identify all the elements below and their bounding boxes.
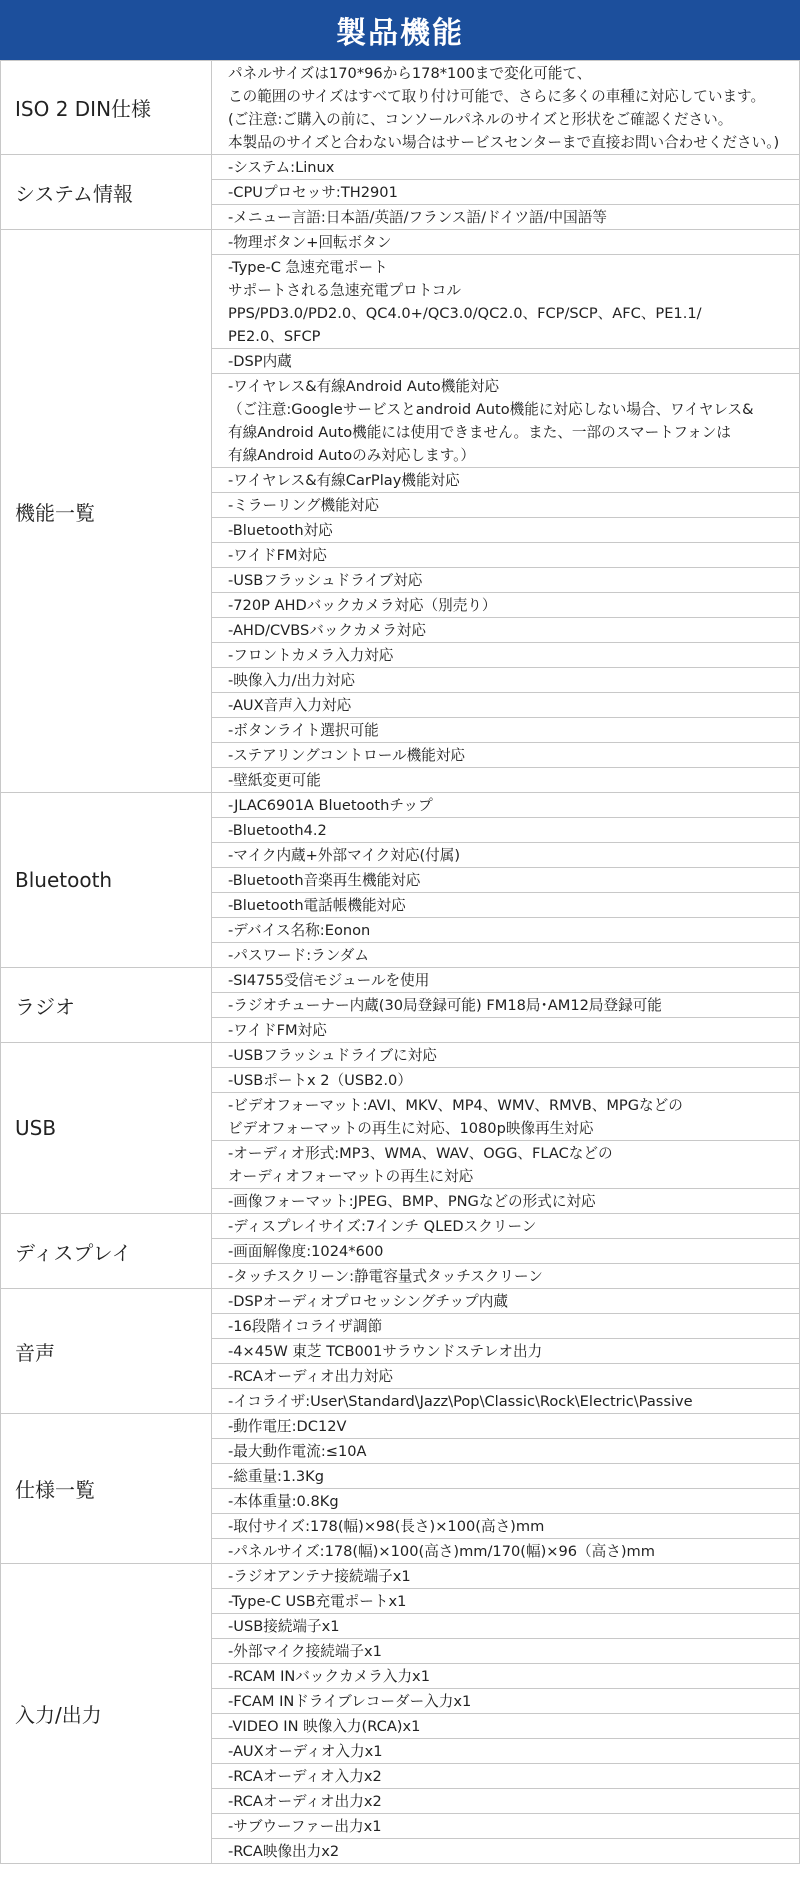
spec-category: USB	[1, 1043, 212, 1214]
spec-item	[212, 205, 799, 229]
spec-item-line: -ワイヤレス&有線Android Auto機能対応	[228, 378, 500, 395]
spec-item-line: -RCAオーディオ入力x2	[228, 1768, 382, 1785]
spec-item-line: -デバイス名称:Eonon	[228, 922, 371, 939]
spec-item-line: この範囲のサイズはすべて取り付け可能で、さらに多くの車種に対応しています。	[228, 88, 766, 105]
spec-item	[212, 1264, 799, 1288]
spec-items	[212, 968, 800, 1043]
spec-item	[212, 1189, 799, 1213]
spec-item	[212, 468, 799, 493]
page-title: 製品機能	[0, 0, 800, 60]
spec-item-line: -サブウーファー出力x1	[228, 1818, 382, 1835]
spec-item	[212, 1289, 799, 1314]
spec-category: Bluetooth	[1, 793, 212, 968]
spec-item-line: パネルサイズは170*96から178*100まで変化可能て、	[228, 65, 592, 82]
spec-item-line: -CPUプロセッサ:TH2901	[228, 184, 398, 201]
spec-item	[212, 1614, 799, 1639]
spec-item	[212, 568, 799, 593]
spec-item	[212, 1839, 799, 1863]
spec-item-line: (ご注意:ご購入の前に、コンソールパネルのサイズと形状をご確認ください。	[228, 111, 733, 128]
spec-item	[212, 1364, 799, 1389]
spec-item-line: -物理ボタン+回転ボタン	[228, 234, 392, 251]
spec-item	[212, 1489, 799, 1514]
spec-item	[212, 818, 799, 843]
spec-item	[212, 668, 799, 693]
spec-category: ディスプレイ	[1, 1214, 212, 1289]
spec-item	[212, 918, 799, 943]
spec-item-line: 本製品のサイズと合わない場合はサービスセンターまで直接お問い合わせください。)	[228, 134, 780, 151]
spec-item	[212, 1314, 799, 1339]
spec-item-line: -壁紙変更可能	[228, 772, 321, 789]
spec-item-line: -メニュー言語:日本語/英語/フランス語/ドイツ語/中国語等	[228, 209, 607, 226]
spec-item	[212, 693, 799, 718]
spec-item-line: -タッチスクリーン:静電容量式タッチスクリーン	[228, 1268, 543, 1285]
spec-item	[212, 1539, 799, 1563]
spec-item-line: -16段階イコライザ調節	[228, 1318, 383, 1335]
spec-item	[212, 1714, 799, 1739]
spec-item	[212, 349, 799, 374]
spec-item-line: -ディスプレイサイズ:7インチ QLEDスクリーン	[228, 1218, 537, 1235]
spec-item-line: -Type-C 急速充電ポート	[228, 259, 388, 276]
spec-item	[212, 968, 799, 993]
spec-item	[212, 1093, 799, 1141]
spec-item	[212, 768, 799, 792]
spec-item-line: -画像フォーマット:JPEG、BMP、PNGなどの形式に対応	[228, 1193, 596, 1210]
spec-item-line: -720P AHDバックカメラ対応（別売り）	[228, 597, 497, 614]
spec-item-line: -RCAオーディオ出力x2	[228, 1793, 382, 1810]
spec-item	[212, 1239, 799, 1264]
spec-item-line: -本体重量:0.8Kg	[228, 1493, 339, 1510]
spec-items	[212, 1043, 800, 1214]
spec-item	[212, 1018, 799, 1042]
spec-item	[212, 893, 799, 918]
spec-item-line: -USBフラッシュドライブに対応	[228, 1047, 437, 1064]
spec-category: システム情報	[1, 155, 212, 230]
spec-item-line: -フロントカメラ入力対応	[228, 647, 394, 664]
spec-items	[212, 61, 800, 155]
spec-item-line: -動作電圧:DC12V	[228, 1418, 347, 1435]
spec-table	[0, 60, 800, 1864]
spec-item-line: -USB接続端子x1	[228, 1618, 340, 1635]
spec-row	[1, 1289, 800, 1414]
spec-item-line: -ワイドFM対応	[228, 547, 327, 564]
spec-item-line: -取付サイズ:178(幅)×98(長さ)×100(高さ)mm	[228, 1518, 545, 1535]
spec-row	[1, 230, 800, 793]
spec-row	[1, 793, 800, 968]
spec-item-line: -マイク内蔵+外部マイク対応(付属)	[228, 847, 461, 864]
spec-item	[212, 993, 799, 1018]
spec-item-line: -画面解像度:1024*600	[228, 1243, 384, 1260]
spec-item-line: -RCAオーディオ出力対応	[228, 1368, 394, 1385]
spec-item-line: -最大動作電流:≤10A	[228, 1443, 367, 1460]
spec-item-line: -Bluetooth音楽再生機能対応	[228, 872, 421, 889]
spec-item-line: -AUXオーディオ入力x1	[228, 1743, 383, 1760]
spec-item-line: -ミラーリング機能対応	[228, 497, 379, 514]
spec-items	[212, 1564, 800, 1864]
spec-item	[212, 374, 799, 468]
spec-item-line: -AUX音声入力対応	[228, 697, 352, 714]
spec-item-line: -FCAM INドライブレコーダー入力x1	[228, 1693, 472, 1710]
spec-item	[212, 1214, 799, 1239]
spec-item	[212, 1389, 799, 1413]
spec-item-line: -AHD/CVBSバックカメラ対応	[228, 622, 426, 639]
spec-items	[212, 1289, 800, 1414]
spec-item	[212, 1589, 799, 1614]
spec-row	[1, 968, 800, 1043]
spec-item-line: -ボタンライト選択可能	[228, 722, 379, 739]
spec-item	[212, 1739, 799, 1764]
spec-item-line: -DSPオーディオプロセッシングチップ内蔵	[228, 1293, 508, 1310]
spec-item	[212, 843, 799, 868]
spec-item	[212, 543, 799, 568]
spec-item	[212, 1814, 799, 1839]
spec-row	[1, 155, 800, 230]
spec-item	[212, 1639, 799, 1664]
spec-item	[212, 1514, 799, 1539]
spec-item-line: -オーディオ形式:MP3、WMA、WAV、OGG、FLACなどの	[228, 1145, 613, 1162]
spec-item	[212, 493, 799, 518]
spec-item-line: オーディオフォーマットの再生に対応	[228, 1168, 474, 1185]
spec-item-line: -映像入力/出力対応	[228, 672, 355, 689]
spec-item-line: 有線Android Autoのみ対応します。）	[228, 447, 476, 464]
spec-category: ラジオ	[1, 968, 212, 1043]
spec-row	[1, 1043, 800, 1214]
spec-item	[212, 718, 799, 743]
spec-item-line: -パネルサイズ:178(幅)×100(高さ)mm/170(幅)×96（高さ)mm	[228, 1543, 655, 1560]
spec-category: 入力/出力	[1, 1564, 212, 1864]
spec-item-line: サポートされる急速充電プロトコル	[228, 282, 461, 299]
spec-item	[212, 1464, 799, 1489]
spec-item-line: ビデオフォーマットの再生に対応、1080p映像再生対応	[228, 1120, 594, 1137]
spec-item	[212, 1789, 799, 1814]
spec-item	[212, 155, 799, 180]
spec-category: 機能一覧	[1, 230, 212, 793]
spec-item-line: -ラジオチューナー内蔵(30局登録可能) FM18局･AM12局登録可能	[228, 997, 662, 1014]
spec-category: 仕様一覧	[1, 1414, 212, 1564]
spec-item-line: -4×45W 東芝 TCB001サラウンドステレオ出力	[228, 1343, 543, 1360]
spec-item	[212, 1414, 799, 1439]
spec-item-line: -USBポートx 2（USB2.0）	[228, 1072, 412, 1089]
spec-item	[212, 868, 799, 893]
spec-item-line: 有線Android Auto機能には使用できません。また、一部のスマートフォンは	[228, 424, 731, 441]
spec-item-line: -VIDEO IN 映像入力(RCA)x1	[228, 1718, 421, 1735]
spec-item	[212, 793, 799, 818]
spec-item-line: -ビデオフォーマット:AVI、MKV、MP4、WMV、RMVB、MPGなどの	[228, 1097, 683, 1114]
spec-item-line: -外部マイク接続端子x1	[228, 1643, 382, 1660]
spec-item	[212, 643, 799, 668]
spec-row	[1, 1214, 800, 1289]
spec-item	[212, 1764, 799, 1789]
spec-item	[212, 943, 799, 967]
spec-item	[212, 1141, 799, 1189]
spec-item-line: -USBフラッシュドライブ対応	[228, 572, 423, 589]
spec-item-line: -イコライザ:User\Standard\Jazz\Pop\Classic\Rock\Electric\Passive	[228, 1393, 693, 1410]
spec-item	[212, 518, 799, 543]
spec-item-line: -パスワード:ランダム	[228, 947, 369, 964]
spec-item-line: -ワイヤレス&有線CarPlay機能対応	[228, 472, 460, 489]
spec-item-line: -RCAM INバックカメラ入力x1	[228, 1668, 430, 1685]
spec-row	[1, 61, 800, 155]
spec-category: ISO 2 DIN仕様	[1, 61, 212, 155]
spec-item-line: （ご注意:Googleサービスとandroid Auto機能に対応しない場合、ワイヤレス&	[228, 401, 754, 418]
spec-item	[212, 593, 799, 618]
spec-item-line: -ラジオアンテナ接続端子x1	[228, 1568, 411, 1585]
spec-item	[212, 1664, 799, 1689]
spec-item	[212, 743, 799, 768]
spec-item	[212, 618, 799, 643]
spec-item-line: -Type-C USB充電ポートx1	[228, 1593, 407, 1610]
spec-item-line: -Bluetooth4.2	[228, 822, 327, 839]
spec-item-line: -JLAC6901A Bluetoothチップ	[228, 797, 433, 814]
spec-item	[212, 255, 799, 349]
spec-category: 音声	[1, 1289, 212, 1414]
spec-item-line: PE2.0、SFCP	[228, 328, 321, 345]
spec-item	[212, 180, 799, 205]
spec-item	[212, 61, 799, 154]
spec-item	[212, 1439, 799, 1464]
spec-row	[1, 1414, 800, 1564]
spec-item	[212, 1043, 799, 1068]
spec-item-line: -ステアリングコントロール機能対応	[228, 747, 466, 764]
spec-item-line: -Bluetooth電話帳機能対応	[228, 897, 406, 914]
spec-items	[212, 1414, 800, 1564]
spec-items	[212, 230, 800, 793]
spec-item-line: -システム:Linux	[228, 159, 335, 176]
spec-item-line: -総重量:1.3Kg	[228, 1468, 325, 1485]
spec-item-line: -ワイドFM対応	[228, 1022, 327, 1039]
spec-item-line: -RCA映像出力x2	[228, 1843, 340, 1860]
spec-items	[212, 793, 800, 968]
spec-item	[212, 1689, 799, 1714]
spec-item	[212, 1068, 799, 1093]
spec-items	[212, 1214, 800, 1289]
spec-items	[212, 155, 800, 230]
spec-item-line: -DSP内蔵	[228, 353, 292, 370]
spec-item	[212, 1339, 799, 1364]
spec-item	[212, 1564, 799, 1589]
spec-item	[212, 230, 799, 255]
spec-row	[1, 1564, 800, 1864]
spec-item-line: -SI4755受信モジュールを使用	[228, 972, 430, 989]
spec-item-line: PPS/PD3.0/PD2.0、QC4.0+/QC3.0/QC2.0、FCP/SCP、AFC、PE1.1/	[228, 305, 702, 322]
spec-item-line: -Bluetooth対応	[228, 522, 333, 539]
